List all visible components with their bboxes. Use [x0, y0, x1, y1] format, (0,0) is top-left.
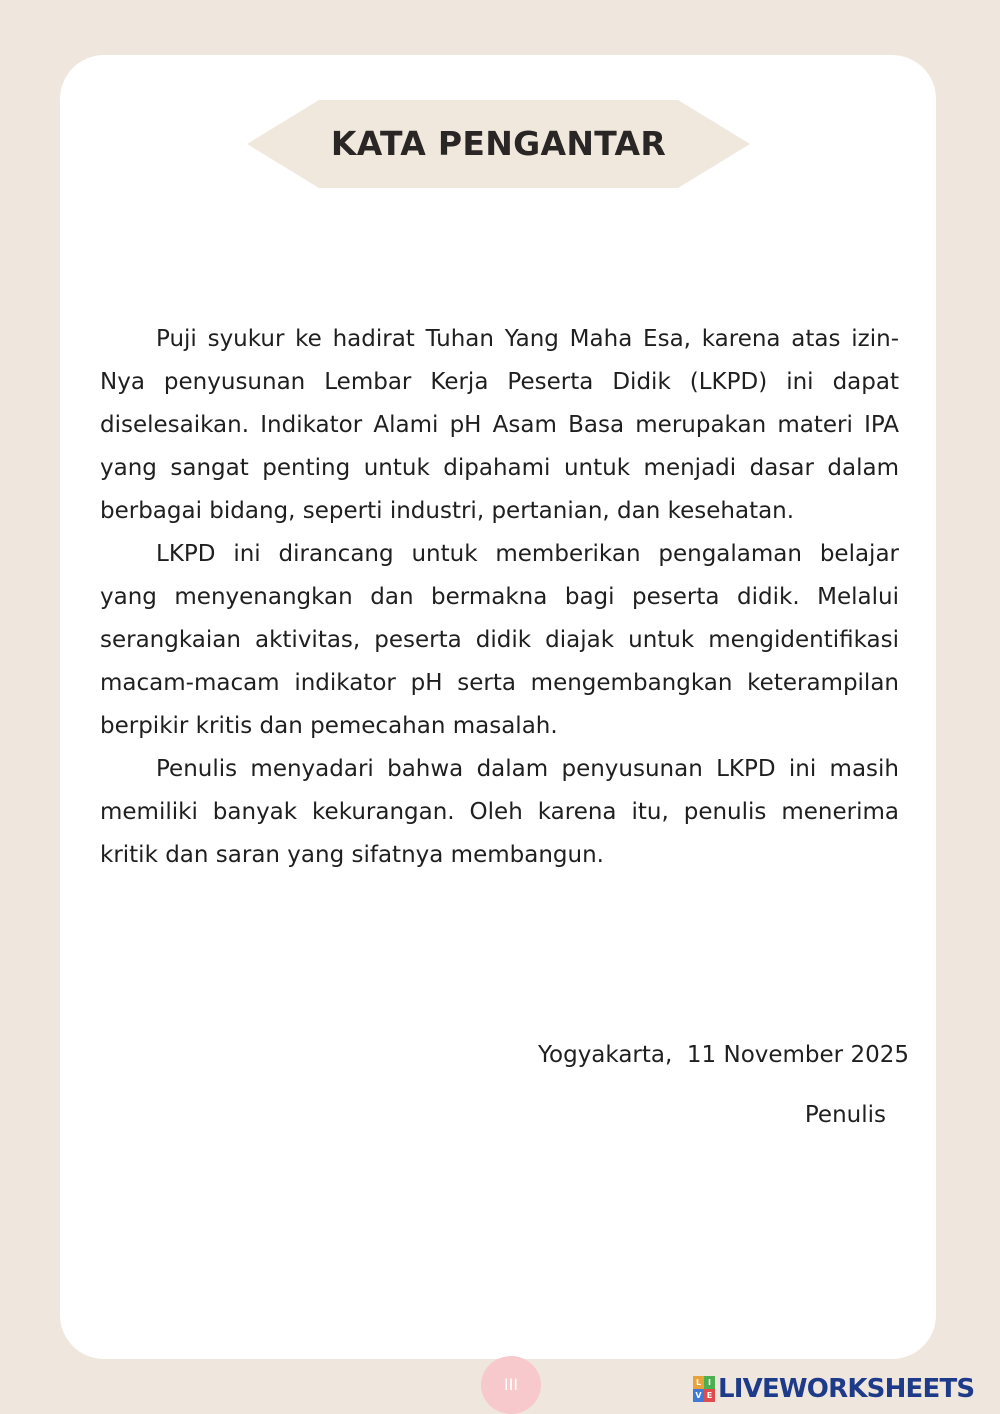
brand-mark-letter-l: L [693, 1376, 704, 1389]
page-number-badge: III [481, 1356, 541, 1414]
foreword-body [100, 318, 899, 877]
signature-place-date: Yogyakarta, 11 November 2025 [538, 1042, 909, 1068]
title-banner [247, 100, 750, 188]
brand-name: LIVEWORKSHEETS [718, 1374, 975, 1404]
page-card [60, 55, 936, 1359]
paragraph-2: LKPD ini dirancang untuk memberikan pengalaman belajar yang menyenangkan dan bermakna bagi peserta didik. Melalui serangkaian aktivitas, peserta didik diajak untuk mengidentifikasi macam-macam indikator pH serta mengembangkan keterampilan berpikir kritis dan pemecahan masalah. [100, 541, 899, 739]
brand-mark-letter-i: I [704, 1376, 715, 1389]
brand-mark-letter-e: E [704, 1389, 715, 1402]
paragraph-1: Puji syukur ke hadirat Tuhan Yang Maha Esa, karena atas izin-Nya penyusunan Lembar Kerja Peserta Didik (LKPD) ini dapat diselesaikan. Indikator Alami pH Asam Basa merupakan materi IPA yang sangat penting untuk dipahami untuk menjadi dasar dalam berbagai bidang, seperti industri, pertanian, dan kesehatan. [100, 326, 899, 524]
page-title: KATA PENGANTAR [330, 124, 667, 163]
paragraph-3: Penulis menyadari bahwa dalam penyusunan LKPD ini masih memiliki banyak kekurangan. Oleh karena itu, penulis menerima kritik dan saran yang sifatnya membangun. [100, 756, 899, 868]
brand-mark-icon [693, 1376, 715, 1402]
brand-mark-letter-v: V [693, 1389, 704, 1402]
signature-author: Penulis [804, 1102, 886, 1128]
brand-logo[interactable] [693, 1371, 974, 1407]
